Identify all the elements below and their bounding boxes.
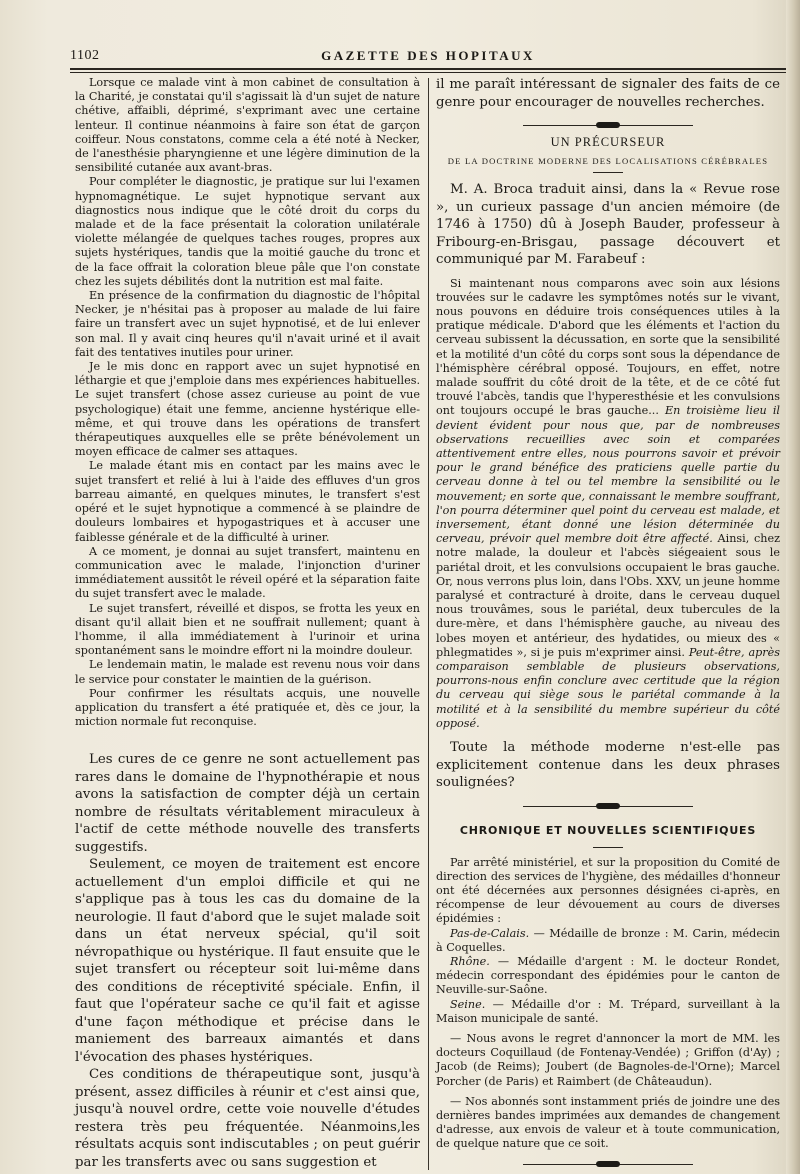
paragraph: Seulement, ce moyen de traitement est encore actuellement d'un emploi difficile et qui ne s'applique pas à tous les cas du domaine de la neurologie. Il faut d'abord que le sujet malade soit dans un état nerveux spécial, qu'il soit névropathique ou hystérique. Il faut ensuite que le sujet transfert ou récepteur soit lui-même dans des conditions de réceptivité spéciale. Enfin, il faut que l'opérateur sache ce qu'il fait et agisse d'une façon méthodique et précise dans le maniement des barreaux aimantés et dans l'évocation des phases hystériques. <box>75 857 420 1065</box>
medal-entry: Pas-de-Calais. — Médaille de bronze : M. Carin, médecin à Coquelles. <box>436 926 780 954</box>
paragraph: A ce moment, je donnai au sujet transfert, maintenu en communication avec le malade, l'injonction d'uriner immédiatement aussitôt le réveil opéré et la séparation faite du sujet transfert avec le malade. <box>75 544 420 601</box>
department-name: Rhône. <box>450 954 490 968</box>
paragraph: Les cures de ce genre ne sont actuellement pas rares dans le domaine de l'hypnothérapie et nous avons la satisfaction de compter déjà un certain nombre de résultats véritablement miraculeux à l'actif de cette méthode nouvelle des transferts suggestifs. <box>75 752 420 855</box>
column-divider <box>428 78 429 1170</box>
underlined-sentence: Peut-être, après comparaison semblable de plusieurs observations, pourrons-nous enfin conclure avec certitude que la région du cerveau qui siège sous le pariétal commande à la motilité et à la sensibilité du membre supérieur du côté opposé. <box>436 645 780 730</box>
page-edge <box>786 0 800 1174</box>
section-subtitle: DE LA DOCTRINE MODERNE DES LOCALISATIONS CÉRÉBRALES <box>447 156 769 166</box>
paragraph: Pour confirmer les résultats acquis, une nouvelle application du transfert a été pratiquée et, dès ce jour, la miction normale fut reconquise. <box>75 686 420 729</box>
underlined-sentence: En troisième lieu il devient évident pour nous que, par de nombreuses observations recueillies avec soin et comparées attentivement entre elles, nous pourrons savoir et prévoir pour le grand bénéfice des praticiens quelle partie du cerveau donne à tel ou tel membre la sensibilité ou le mouvement; en sorte que, connaissant le membre souffrant, l'on pourra déterminer quel point du cerveau est malade, et inversement, étant donné une lésion déterminée du cerveau, prévoir quel membre doit être affecté. <box>436 404 780 546</box>
continued-paragraph: il me paraît intéressant de signaler des faits de ce genre pour encourager de nouvelles recherches. <box>436 77 780 110</box>
short-rule <box>593 172 623 173</box>
journal-title: GAZETTE DES HOPITAUX <box>321 48 535 63</box>
commentary <box>75 751 420 1171</box>
separator-ornament <box>436 800 780 814</box>
paragraph: Par arrêté ministériel, et sur la proposition du Comité de direction des services de l'hygiène, des médailles d'honneur ont été décernées aux personnes désignées ci-après, en récompense de leur dévouement au cours de diverses épidémies : <box>436 855 780 926</box>
header-rule-thin <box>70 72 786 73</box>
right-column <box>436 76 780 1172</box>
page-number: 1102 <box>70 48 100 63</box>
paragraph: Le lendemain matin, le malade est revenu nous voir dans le service pour constater le maintien de la guérison. <box>75 658 420 686</box>
case-report <box>75 76 420 729</box>
paragraph: En présence de la confirmation du diagnostic de l'hôpital Necker, je n'hésitai pas à proposer au malade de lui faire faire un transfert avec un sujet hypnotisé, et de lui enlever son mal. Il y avait cinq heures qu'il n'avait uriné et il avait fait des tentatives inutiles pour uriner. <box>75 289 420 359</box>
paragraph: Ces conditions de thérapeutique sont, jusqu'à présent, assez difficiles à réunir et c'est ainsi que, jusqu'à nouvel ordre, cette voie nouvelle d'études restera très peu fréquentée. Néanmoins,les résultats acquis sont indiscutables ; on peut guérir par les transferts avec ou sans suggestion et <box>75 1067 420 1170</box>
paragraph: Le malade étant mis en contact par les mains avec le sujet transfert et relié à lui à l'aide des effluves d'un gros barreau aimanté, en quelques minutes, le transfert s'est opéré et le sujet hypnotique a commencé à se plaindre de douleurs lombaires et hypogastriques et à accuser une faiblesse générale et de la difficulté à uriner. <box>75 459 420 544</box>
section-intro: M. A. Broca traduit ainsi, dans la « Revue rose », un curieux passage d'un ancien mémoire (de 1746 à 1750) dû à Joseph Bauder, professeur à Fribourg-en-Brisgau, passage découvert et communiqué par M. Farabeuf : <box>436 182 780 267</box>
header-rule <box>70 68 786 70</box>
chronicle-title: CHRONIQUE ET NOUVELLES SCIENTIFIQUES <box>459 823 757 837</box>
quote-text: Si maintenant nous comparons avec soin aux lésions trouvées sur le cadavre les symptômes notés sur le vivant, nous pouvons en déduire trois conséquences utiles à la pratique médicale. D'abord que les éléments et l'action du cerveau subissent la décussation, en sorte que la sensibilité et la motilité d'un côté du corps sont sous la dépendance de l'hémisphère cérébral opposé. Toujours, en effet, notre malade souffrit du côté droit de la tête, et de ce côté fut trouvé l'abcès, tandis que l'hyperesthésie et les convulsions ont toujours occupé le bras gauche... <box>436 276 780 418</box>
paragraph: Pour compléter le diagnostic, je pratique sur lui l'examen hypnomagnétique. Le sujet hypnotique servant aux diagnostics nous indique que le côté droit du corps du malade et de la face présentait la coloration unilatérale violette mélangée de quelques taches rouges, propres aux sujets hystériques, tandis que la moitié gauche du tronc et de la face offrait la coloration bleue pâle que l'on constate chez les sujets débilités dont la nutrition est mal faite. <box>75 175 420 288</box>
quote-text: Ainsi, chez notre malade, la douleur et l'abcès siégeaient sous le pariétal droit, et les convulsions occupaient le bras gauche. Or, nous verrons plus loin, dans l'Obs. XXV, un jeune homme paralysé et contracturé à droite, dans le cerveau duquel nous trouvâmes, sous le pariétal, deux tubercules de la dure-mère, et dans l'hémisphère gauche, au niveau des lobes moyen et antérieur, des hydatides, ou mieux des « phlegmatides », si je puis m'exprimer ainsi. <box>436 532 780 659</box>
obituary-notice: — Nous avons le regret d'annoncer la mort de MM. les docteurs Coquillaud (de Fontenay-Vendée) ; Griffon (d'Ay) ; Jacob (de Reims); Joubert (de Bagnoles-de-l'Orne); Marcel Porcher (de Paris) et Raimbert (de Châteaudun). <box>436 1031 780 1088</box>
quoted-passage <box>436 277 780 732</box>
paragraph: Je le mis donc en rapport avec un sujet hypnotisé en léthargie et que j'emploie dans mes expériences habituelles. Le sujet transfert (chose assez curieuse au point de vue psychologique) était une femme, ancienne hystérique elle-même, et qui trouve dans les opérations de transfert thérapeutiques auxquelles elle se prête bénévolement un moyen efficace de calmer ses attaques. <box>75 360 420 459</box>
paragraph: Le sujet transfert, réveillé et dispos, se frotta les yeux en disant qu'il allait bien et ne souffrait nullement; quant à l'homme, il alla immédiatement à l'urinoir et urina spontanément sans le moindre effort ni la moindre douleur. <box>75 601 420 658</box>
medal-entry: Seine. — Médaille d'or : M. Trépard, surveillant à la Maison municipale de santé. <box>436 997 780 1025</box>
closing-question: Toute la méthode moderne n'est-elle pas explicitement contenue dans les deux phrases soulignées? <box>436 740 780 790</box>
department-name: Seine. <box>450 997 486 1011</box>
short-rule <box>593 847 623 848</box>
department-name: Pas-de-Calais. <box>450 926 530 940</box>
paragraph: Lorsque ce malade vint à mon cabinet de consultation à la Charité, je constatai qu'il s'agissait là d'un sujet de nature chétive, affaibli, déprimé, s'exprimant avec une certaine lenteur. Il continue néanmoins à faire son état de garçon coiffeur. Nous constatons, comme cela a été noté à Necker, de l'anesthésie pharyngienne et une légère diminution de la sensibilité cutanée aux avant-bras. <box>75 76 420 175</box>
separator-ornament <box>436 119 780 133</box>
medal-entry: Rhône. — Médaille d'argent : M. le docteur Rondet, médecin correspondant des épidémies pour le canton de Neuville-sur-Saône. <box>436 954 780 997</box>
subscriber-notice: — Nos abonnés sont instamment priés de joindre une des dernières bandes imprimées aux demandes de changement d'adresse, aux envois de valeur et à toute communication, de quelque nature que ce soit. <box>436 1094 780 1151</box>
left-column <box>75 76 420 1171</box>
separator-ornament <box>436 1158 780 1172</box>
section-title: UN PRÉCURSEUR <box>550 135 666 149</box>
chronicle-news <box>436 856 780 1152</box>
